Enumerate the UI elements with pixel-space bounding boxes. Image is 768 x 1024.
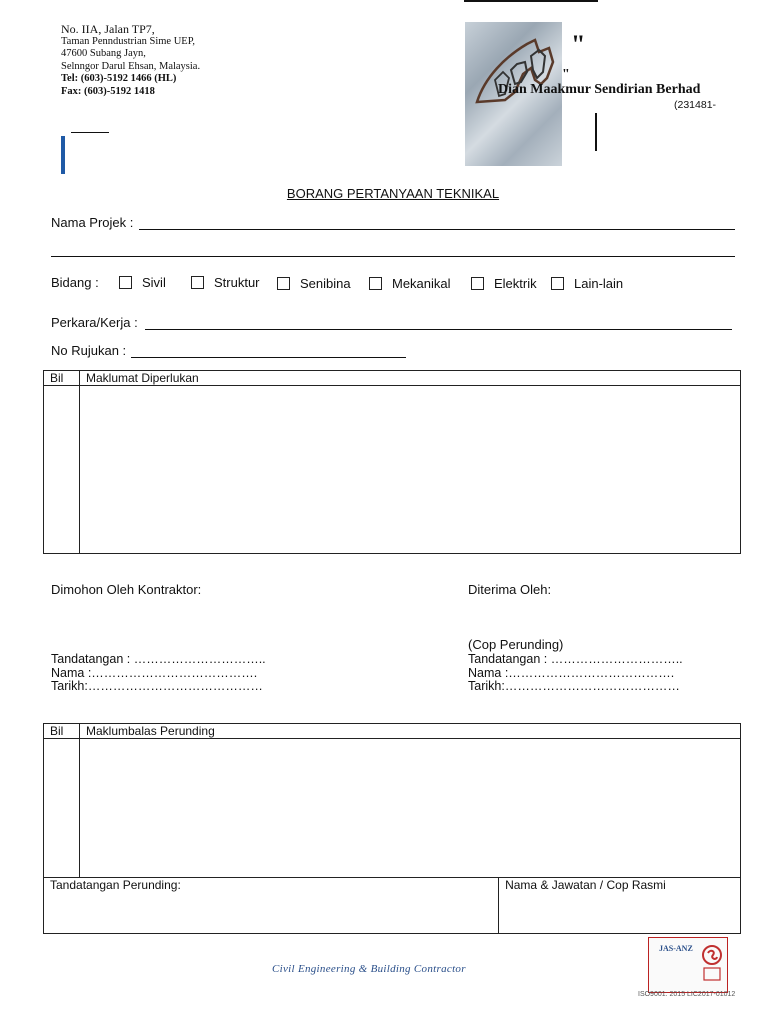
- project-input-line[interactable]: [139, 229, 735, 230]
- option-label: Mekanikal: [392, 276, 451, 291]
- option-sivil[interactable]: [119, 275, 166, 290]
- fax: Fax: (603)-5192 1418: [61, 85, 155, 97]
- option-lain-lain[interactable]: [551, 276, 623, 291]
- received-heading: Diterima Oleh:: [468, 582, 552, 597]
- contractor-signature-line[interactable]: Tandatangan : …………………………..: [51, 652, 266, 666]
- option-senibina[interactable]: [277, 276, 351, 291]
- blue-accent-bar: [61, 136, 65, 174]
- contractor-signature-block: [51, 653, 266, 694]
- company-name-part-1: Dian Ma: [498, 82, 551, 97]
- checkbox[interactable]: [277, 277, 290, 290]
- bil-header: Bil: [44, 724, 80, 739]
- matter-input-line[interactable]: [145, 329, 732, 330]
- name-position-stamp-cell[interactable]: Nama & Jawatan / Cop Rasmi: [499, 878, 741, 934]
- top-rule: [464, 0, 598, 2]
- address-line-1: No. IIA, Jalan TP7,: [61, 22, 155, 36]
- cert-badge-icon: [701, 944, 723, 984]
- bil-cell[interactable]: [44, 386, 80, 554]
- certification-logo: [648, 937, 728, 993]
- checkbox[interactable]: [471, 277, 484, 290]
- company-name-part-2: akmur Sendirian Berhad: [550, 82, 701, 97]
- checkbox[interactable]: [119, 276, 132, 289]
- short-rule: [71, 132, 109, 133]
- contractor-name-line[interactable]: Nama :………………………………….: [51, 665, 258, 680]
- form-title: BORANG PERTANYAAN TEKNIKAL: [286, 186, 500, 201]
- consultant-signature-cell[interactable]: Tandatangan Perunding:: [44, 878, 499, 934]
- checkbox[interactable]: [551, 277, 564, 290]
- matter-label: Perkara/Kerja :: [51, 315, 138, 330]
- option-elektrik[interactable]: [471, 276, 537, 291]
- option-mekanikal[interactable]: [369, 276, 451, 291]
- consultant-feedback-table: [43, 723, 741, 934]
- option-label: Elektrik: [494, 276, 537, 291]
- contractor-date-line[interactable]: Tarikh:……………………………………: [51, 679, 263, 693]
- cert-caption: ISO9001: 2015 LIC2017-01012: [638, 991, 736, 998]
- receiver-name-line[interactable]: Nama :………………………………….: [468, 665, 675, 680]
- address-line-3: 47600 Subang Jayn,: [61, 48, 146, 59]
- receiver-signature-block: [468, 653, 683, 694]
- company-name: [498, 82, 700, 98]
- option-label: Sivil: [142, 275, 166, 290]
- option-struktur[interactable]: [191, 275, 260, 290]
- telephone: Tel: (603)-5192 1466 (HL): [61, 73, 177, 84]
- cert-label: JAS-ANZ: [659, 944, 693, 953]
- reference-label: No Rujukan :: [51, 343, 127, 358]
- vertical-rule: [595, 113, 597, 151]
- receiver-signature-line[interactable]: Tandatangan : …………………………..: [468, 652, 683, 666]
- checkbox[interactable]: [191, 276, 204, 289]
- info-header: Maklumat Diperlukan: [80, 371, 741, 386]
- registration-number: (231481-: [674, 99, 717, 111]
- contractor-heading: Dimohon Oleh Kontraktor:: [51, 582, 202, 597]
- consultant-stamp-label: (Cop Perunding): [468, 637, 564, 652]
- option-label: Struktur: [214, 275, 260, 290]
- project-input-line-2[interactable]: [51, 256, 735, 257]
- bil-header: Bil: [44, 371, 80, 386]
- quote-mark-small: ": [562, 67, 570, 82]
- address-line-4: Selnngor Darul Ehsan, Malaysia.: [61, 60, 201, 72]
- checkbox[interactable]: [369, 277, 382, 290]
- feedback-cell[interactable]: [80, 739, 741, 878]
- footer-tagline: Civil Engineering & Building Contractor: [272, 963, 466, 975]
- option-label: Lain-lain: [574, 276, 624, 291]
- project-label: Nama Projek :: [51, 215, 134, 230]
- option-label: Senibina: [300, 276, 351, 291]
- field-label: Bidang :: [51, 275, 99, 290]
- info-cell[interactable]: [80, 386, 741, 554]
- quote-mark: ": [571, 30, 586, 59]
- address-line-2: Taman Penndustrian Sime UEP,: [61, 35, 196, 47]
- bil-cell[interactable]: [44, 739, 80, 878]
- receiver-date-line[interactable]: Tarikh:……………………………………: [468, 679, 680, 693]
- company-address: [61, 23, 200, 98]
- feedback-header: Maklumbalas Perunding: [80, 724, 741, 739]
- reference-input-line[interactable]: [131, 357, 406, 358]
- info-required-table: [43, 370, 741, 554]
